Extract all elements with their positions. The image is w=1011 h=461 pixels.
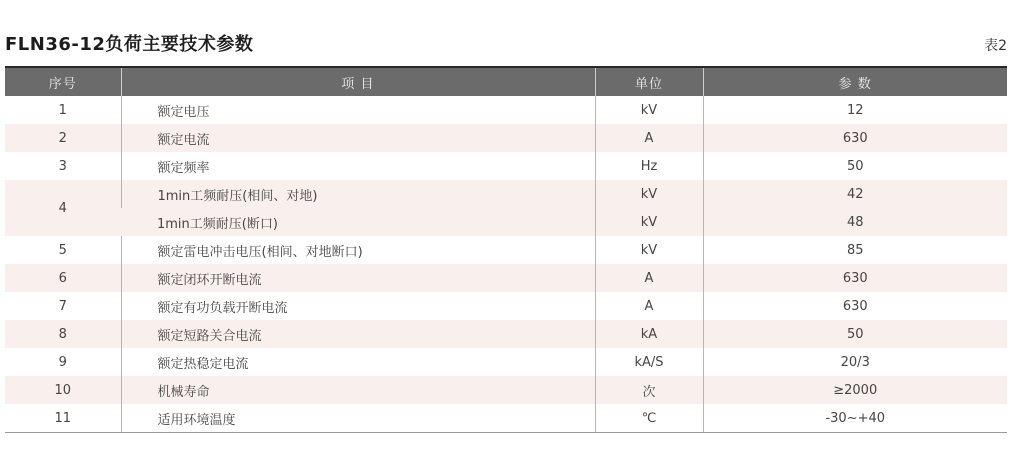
table-row xyxy=(5,208,1007,236)
value-cell: 50 xyxy=(703,320,1007,348)
header-item: 项 目 xyxy=(121,67,595,96)
table-row xyxy=(5,376,1007,404)
serial-cell: 1 xyxy=(5,96,121,124)
item-cell: 额定有功负载开断电流 xyxy=(121,292,595,320)
item-cell: 1min工频耐压(断口) xyxy=(121,208,595,236)
page-title: FLN36-12负荷主要技术参数 xyxy=(5,34,254,55)
unit-cell: kV xyxy=(595,236,703,264)
item-cell: 额定电压 xyxy=(121,96,595,124)
item-cell: 适用环境温度 xyxy=(121,404,595,433)
serial-cell: 8 xyxy=(5,320,121,348)
value-cell: 630 xyxy=(703,292,1007,320)
item-cell: 额定闭环开断电流 xyxy=(121,264,595,292)
item-cell: 额定雷电冲击电压(相间、对地断口) xyxy=(121,236,595,264)
unit-cell: Hz xyxy=(595,152,703,180)
unit-cell: kV xyxy=(595,180,703,208)
value-cell: 50 xyxy=(703,152,1007,180)
value-cell: 48 xyxy=(703,208,1007,236)
spec-table xyxy=(5,66,1007,433)
header-serial: 序号 xyxy=(5,67,121,96)
item-cell: 额定热稳定电流 xyxy=(121,348,595,376)
item-cell: 额定频率 xyxy=(121,152,595,180)
item-cell: 机械寿命 xyxy=(121,376,595,404)
serial-cell: 5 xyxy=(5,236,121,264)
item-cell: 额定电流 xyxy=(121,124,595,152)
table-row xyxy=(5,404,1007,433)
serial-cell: 11 xyxy=(5,404,121,433)
table-row xyxy=(5,292,1007,320)
unit-cell: ℃ xyxy=(595,404,703,433)
serial-cell: 2 xyxy=(5,124,121,152)
value-cell: 85 xyxy=(703,236,1007,264)
header-value: 参 数 xyxy=(703,67,1007,96)
value-cell: 20/3 xyxy=(703,348,1007,376)
unit-cell: kA/S xyxy=(595,348,703,376)
header-row xyxy=(5,67,1007,96)
serial-cell: 7 xyxy=(5,292,121,320)
header-unit: 单位 xyxy=(595,67,703,96)
table-tag: 表2 xyxy=(984,38,1007,54)
item-cell: 额定短路关合电流 xyxy=(121,320,595,348)
serial-cell: 9 xyxy=(5,348,121,376)
unit-cell: kV xyxy=(595,208,703,236)
item-cell: 1min工频耐压(相间、对地) xyxy=(121,180,595,208)
table-row xyxy=(5,124,1007,152)
serial-cell: 4 xyxy=(5,180,121,236)
value-cell: -30~+40 xyxy=(703,404,1007,433)
unit-cell: kA xyxy=(595,320,703,348)
value-cell: 630 xyxy=(703,124,1007,152)
table-row xyxy=(5,152,1007,180)
unit-cell: kV xyxy=(595,96,703,124)
unit-cell: 次 xyxy=(595,376,703,404)
serial-cell: 6 xyxy=(5,264,121,292)
table-row xyxy=(5,236,1007,264)
value-cell: 42 xyxy=(703,180,1007,208)
value-cell: 12 xyxy=(703,96,1007,124)
table-row xyxy=(5,348,1007,376)
table-row xyxy=(5,180,1007,208)
table-row xyxy=(5,264,1007,292)
unit-cell: A xyxy=(595,124,703,152)
unit-cell: A xyxy=(595,264,703,292)
table-row xyxy=(5,96,1007,124)
serial-cell: 10 xyxy=(5,376,121,404)
value-cell: ≥2000 xyxy=(703,376,1007,404)
table-row xyxy=(5,320,1007,348)
value-cell: 630 xyxy=(703,264,1007,292)
title-row xyxy=(5,30,1007,56)
serial-cell: 3 xyxy=(5,152,121,180)
unit-cell: A xyxy=(595,292,703,320)
